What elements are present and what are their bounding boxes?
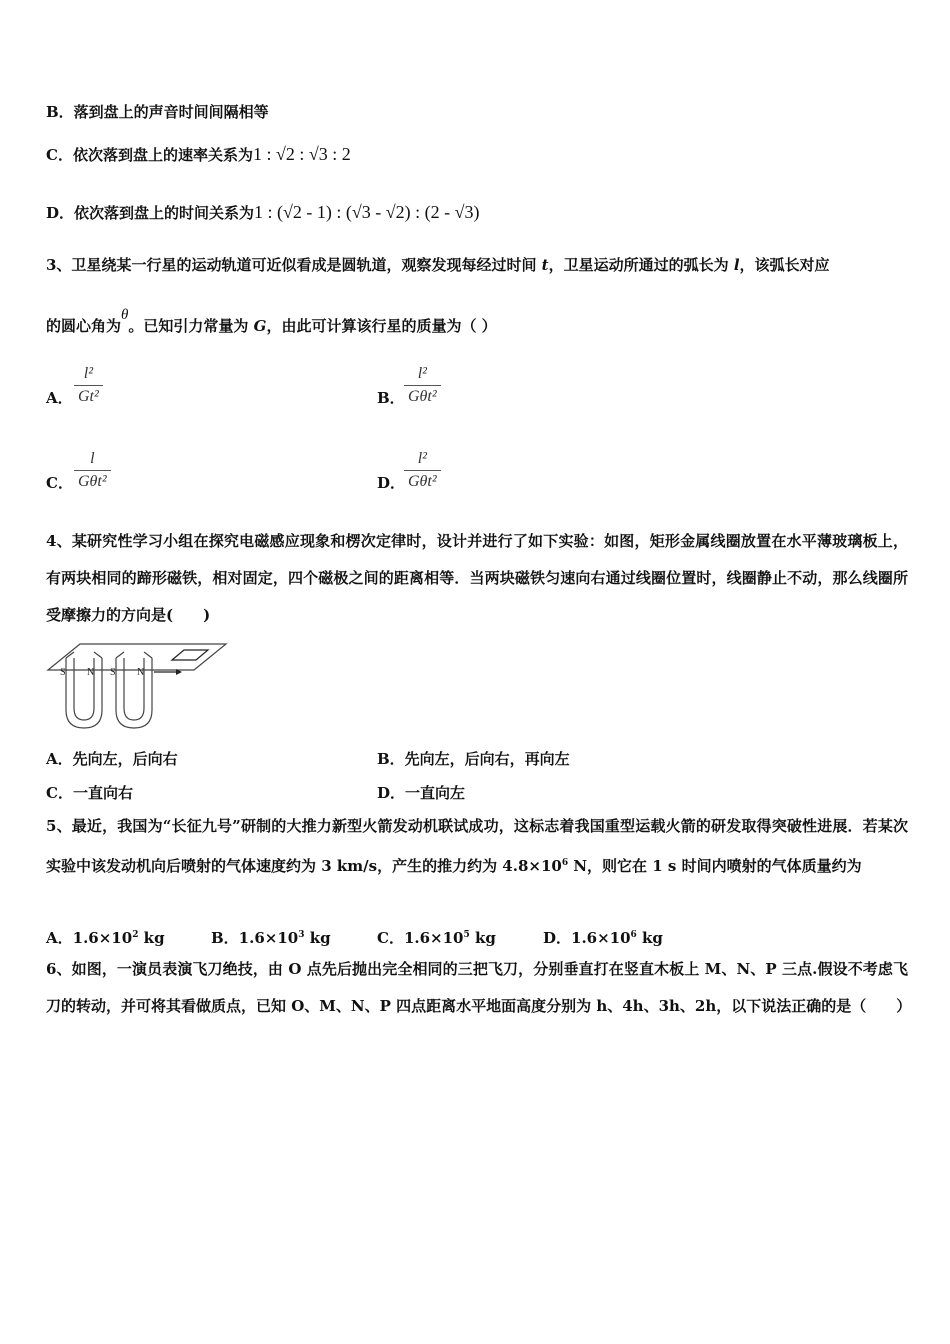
q5-option-a-base: A．1.6×10 [46, 929, 133, 947]
q5-option-d [543, 925, 663, 948]
q5-option-d-base: D．1.6×10 [543, 929, 631, 947]
q3-option-b-fraction [404, 365, 441, 406]
q3-option-b-denominator: Gθt² [404, 385, 441, 406]
q3-option-c-denominator: Gθt² [74, 470, 111, 491]
q5-option-a-unit: kg [138, 929, 165, 947]
q4-option-a: A．先向左，后向右 [46, 750, 178, 768]
magnet-2-top [116, 652, 152, 658]
q3-var-l: l [733, 256, 740, 274]
q3-var-theta: θ [121, 307, 129, 323]
pole-label: N [87, 667, 95, 678]
magnet-1-outer [66, 658, 102, 728]
q3-option-d-fraction [404, 450, 441, 491]
q3-stem-line1 [46, 255, 830, 275]
q5-option-b [211, 925, 331, 948]
q2-option-c [46, 144, 351, 165]
q3-option-d-label: D． [377, 474, 406, 492]
q4-magnet-figure [44, 640, 234, 736]
q5-stem-text: N，则它在 1 s 时间内喷射的气体质量约为 [568, 857, 862, 875]
q2-option-b: B．落到盘上的声音时间间隔相等 [46, 103, 269, 121]
q3-option-b-numerator: l² [417, 365, 427, 382]
q5-option-b-exp: 3 [298, 930, 305, 940]
q2-option-d-label: D．依次落到盘上的时间关系为 [46, 204, 255, 222]
q5-stem-text: 5、最近，我国为“长征九号”研制的大推力新型火箭发动机联试成功，这标志着我国重型运载火箭的研发取得突破性进展．若某次实验中该发动机向后喷射的气体速度约为 3 km/s，产生的推力约为 4.8×10 [46, 817, 908, 875]
pole-label: N [137, 667, 145, 678]
q4-option-c: C．一直向右 [46, 784, 133, 802]
q3-stem-line2 [46, 307, 497, 337]
q5-option-c-exp: 5 [463, 930, 470, 940]
q3-option-a-label: A． [46, 389, 73, 407]
magnet-1-top [66, 652, 102, 658]
q3-option-a-numerator: l² [83, 365, 94, 382]
q2-option-c-label: C．依次落到盘上的速率关系为 [46, 146, 253, 164]
q5-option-c-unit: kg [469, 929, 496, 947]
q5-option-d-unit: kg [636, 929, 663, 947]
q3-option-d-numerator: l² [417, 450, 427, 467]
q3-stem-text: ，该弧长对应 [739, 256, 830, 274]
q3-stem-text: 3、卫星绕某一行星的运动轨道可近似看成是圆轨道，观察发现每经过时间 [46, 256, 542, 274]
q3-option-a-fraction [74, 365, 103, 406]
q3-stem-text: ，由此可计算该行星的质量为（ ） [266, 317, 497, 335]
q3-option-c-numerator: l [90, 450, 95, 467]
q6-stem: 6、如图，一演员表演飞刀绝技，由 O 点先后抛出完全相同的三把飞刀，分别垂直打在竖直木板上 M、N、P 三点.假设不考虑飞刀的转动，并可将其看做质点，已知 O、M、N、P 四点距离水平地面高度分别为 h、4h、3h、2h，以下说法正确的是（ ） [46, 960, 912, 1015]
q3-option-c-fraction [74, 450, 111, 491]
q3-stem-text: 。已知引力常量为 [128, 317, 254, 335]
q2-option-d [46, 202, 479, 223]
q3-stem-text: 的圆心角为 [46, 317, 122, 335]
q3-stem-text: ，卫星运动所通过的弧长为 [548, 256, 734, 274]
q5-option-b-unit: kg [304, 929, 331, 947]
q2-option-d-math: 1 : (√2 - 1) : (√3 - √2) : (2 - √3) [254, 202, 480, 222]
q3-var-G: G [253, 317, 267, 335]
pole-label: S [110, 667, 116, 678]
q3-var-t: t [541, 256, 549, 274]
q3-option-c-label: C． [46, 474, 73, 492]
q2-option-c-math: 1 : √2 : √3 : 2 [252, 144, 351, 164]
q3-option-b-label: B． [377, 389, 405, 407]
q4-stem: 4、某研究性学习小组在探究电磁感应现象和楞次定律时，设计并进行了如下实验：如图，矩形金属线圈放置在水平薄玻璃板上，有两块相同的蹄形磁铁，相对固定，四个磁极之间的距离相等．当两块磁铁匀速向右通过线圈位置时，线圈静止不动，那么线圈所受摩擦力的方向是( ) [46, 532, 908, 624]
q4-option-d: D．一直向左 [377, 784, 466, 802]
q5-option-c [377, 925, 496, 948]
magnet-2-outer [116, 658, 152, 728]
q3-option-a-denominator: Gt² [74, 385, 103, 406]
q5-option-b-base: B．1.6×10 [211, 929, 299, 947]
q4-option-b: B．先向左，后向右，再向左 [377, 750, 570, 768]
q3-option-d-denominator: Gθt² [404, 470, 441, 491]
q5-option-a-exp: 2 [132, 930, 139, 940]
q5-option-a [46, 925, 165, 948]
coil-shape [172, 650, 208, 660]
q5-option-d-exp: 6 [630, 930, 637, 940]
pole-label: S [60, 667, 66, 678]
q5-stem [46, 808, 908, 885]
q5-stem-exponent: 6 [561, 858, 569, 868]
q5-option-c-base: C．1.6×10 [377, 929, 464, 947]
